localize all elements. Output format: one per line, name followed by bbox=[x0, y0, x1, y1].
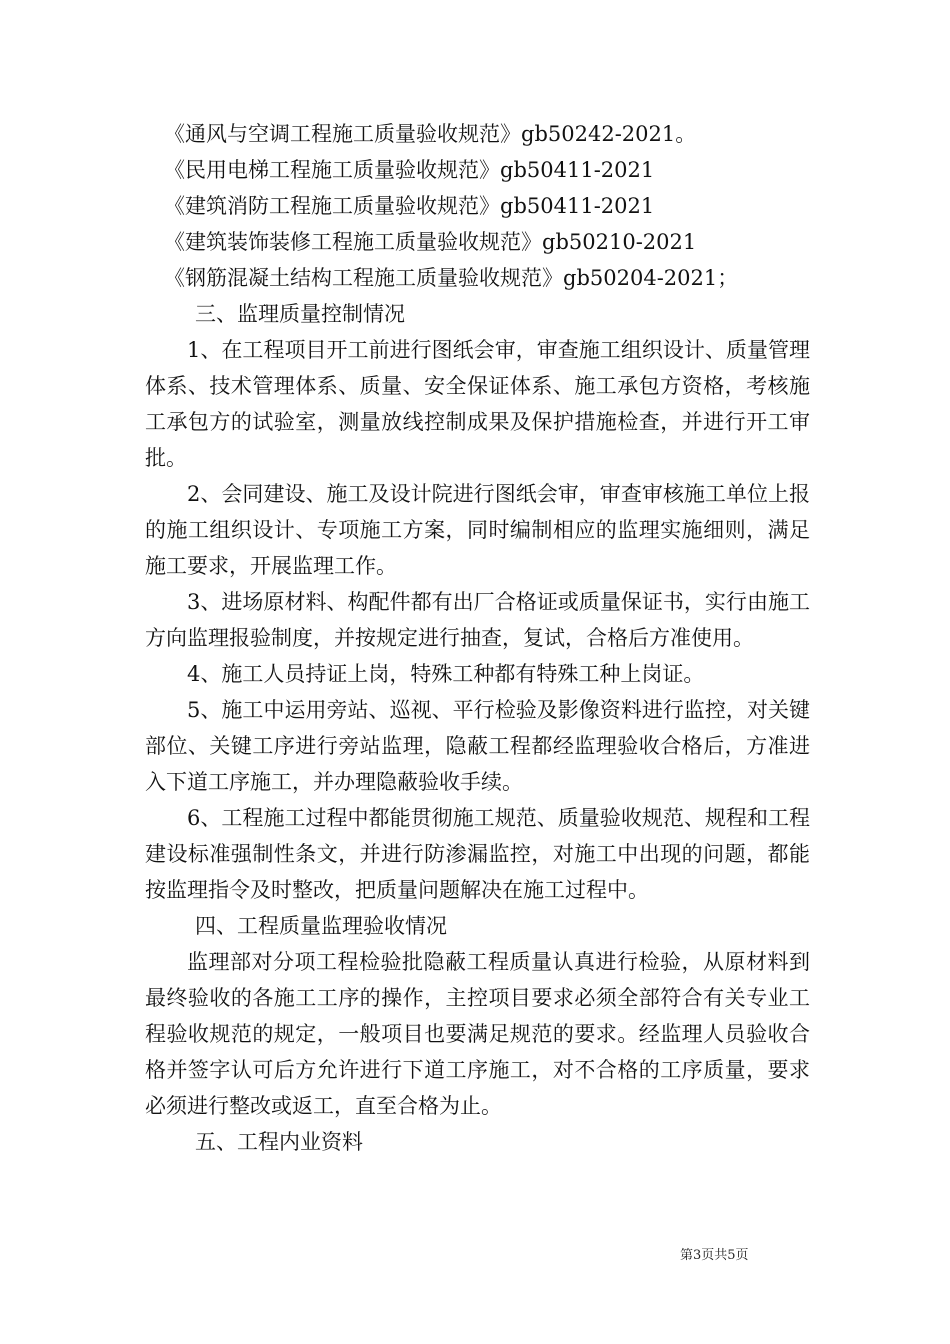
standard-item: 《通风与空调工程施工质量验收规范》gb50242-2021。 bbox=[164, 122, 697, 146]
paragraph: 5、施工中运用旁站、巡视、平行检验及影像资料进行监控，对关键部位、关键工序进行旁站监理，隐蔽工程都经监理验收合格后，方准进入下道工序施工，并办理隐蔽验收手续。 bbox=[145, 698, 810, 794]
paragraph: 2、会同建设、施工及设计院进行图纸会审，审查审核施工单位上报的施工组织设计、专项施工方案，同时编制相应的监理实施细则，满足施工要求，开展监理工作。 bbox=[145, 482, 810, 578]
paragraph: 监理部对分项工程检验批隐蔽工程质量认真进行检验，从原材料到最终验收的各施工工序的操作，主控项目要求必须全部符合有关专业工程验收规范的规定，一般项目也要满足规范的要求。经监理人员验收合格并签字认可后方允许进行下道工序施工，对不合格的工序质量，要求必须进行整改或返工，直至合格为止。 bbox=[145, 950, 810, 1118]
standard-item: 《钢筋混凝土结构工程施工质量验收规范》gb50204-2021； bbox=[164, 266, 739, 290]
standard-item: 《建筑消防工程施工质量验收规范》gb50411-2021 bbox=[164, 194, 655, 218]
section-heading: 三、监理质量控制情况 bbox=[195, 302, 405, 326]
section-heading: 五、工程内业资料 bbox=[195, 1130, 363, 1154]
standard-item: 《建筑装饰装修工程施工质量验收规范》gb50210-2021 bbox=[164, 230, 697, 254]
standard-item: 《民用电梯工程施工质量验收规范》gb50411-2021 bbox=[164, 158, 655, 182]
paragraph: 3、进场原材料、构配件都有出厂合格证或质量保证书，实行由施工方向监理报验制度，并按规定进行抽查，复试，合格后方准使用。 bbox=[145, 590, 810, 650]
paragraph: 1、在工程项目开工前进行图纸会审，审查施工组织设计、质量管理体系、技术管理体系、质量、安全保证体系、施工承包方资格，考核施工承包方的试验室，测量放线控制成果及保护措施检查，并进行开工审批。 bbox=[145, 338, 810, 470]
paragraph: 4、施工人员持证上岗，特殊工种都有特殊工种上岗证。 bbox=[187, 662, 705, 686]
page-number: 第3页共5页 bbox=[680, 1248, 749, 1263]
paragraph: 6、工程施工过程中都能贯彻施工规范、质量验收规范、规程和工程建设标准强制性条文，并进行防渗漏监控，对施工中出现的问题，都能按监理指令及时整改，把质量问题解决在施工过程中。 bbox=[145, 806, 810, 902]
section-heading: 四、工程质量监理验收情况 bbox=[195, 914, 447, 938]
document-body bbox=[145, 116, 810, 1160]
